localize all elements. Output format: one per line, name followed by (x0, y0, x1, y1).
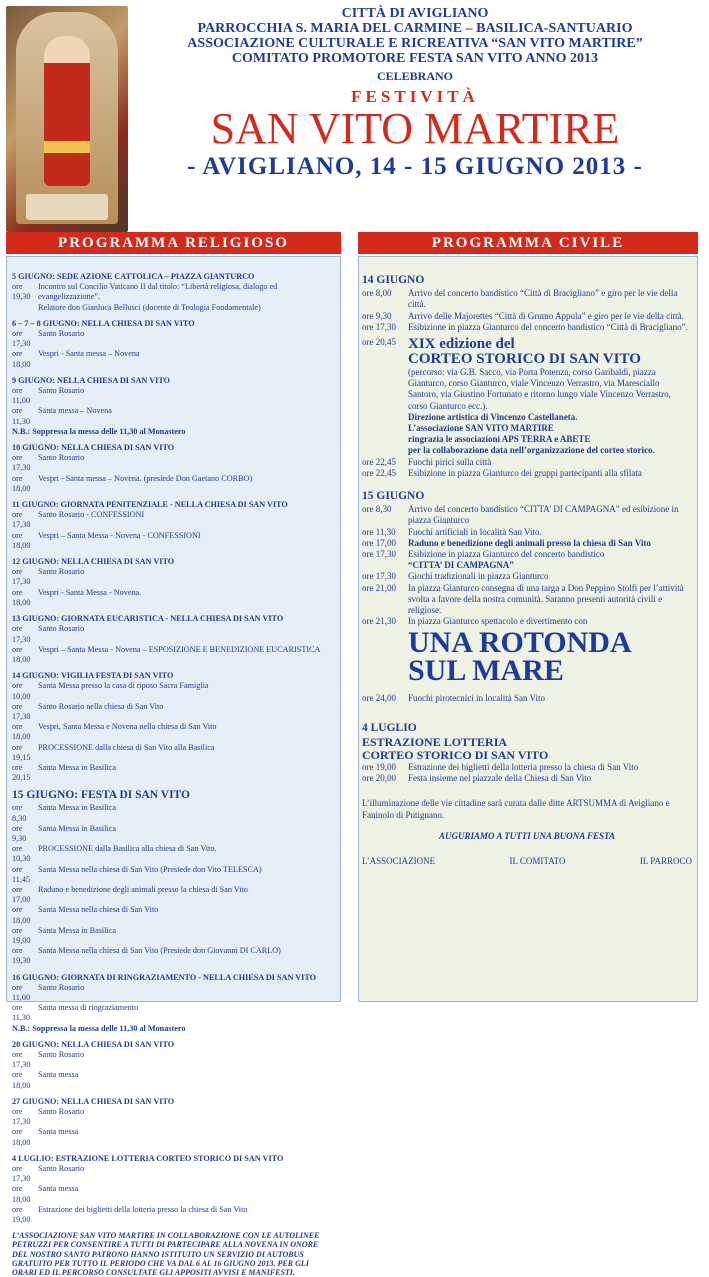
schedule-row (362, 457, 692, 468)
religioso-heading: PROGRAMMA RELIGIOSO (6, 232, 341, 254)
schedule-row (362, 311, 692, 322)
signature-committee: IL COMITATO (509, 855, 566, 866)
schedule-row (362, 527, 692, 538)
event-date: - AVIGLIANO, 14 - 15 GIUGNO 2013 - (187, 153, 643, 180)
religioso-section (12, 973, 334, 1034)
lotteria-title-1: ESTRAZIONE LOTTERIA (362, 734, 508, 749)
time: ore 18,00 (12, 1070, 31, 1090)
corteo-details (408, 337, 692, 457)
time: ore 19,00 (12, 1204, 31, 1225)
description: Santa messa (38, 1070, 79, 1080)
time: ore 21,00 (362, 582, 396, 593)
description: Fuochi pirici sulla città (408, 456, 492, 467)
time: ore 22,45 (362, 467, 396, 478)
show-title-line-1: UNA ROTONDA (408, 626, 632, 660)
signature-parish-priest: IL PARROCO (639, 855, 692, 866)
schedule-row (12, 1003, 334, 1023)
description: Esibizione in piazza Gianturco del concerto bandistico (408, 549, 605, 560)
time: ore 17,30 (12, 624, 31, 644)
schedule-row (12, 645, 334, 665)
religioso-column-header (6, 232, 341, 254)
schedule-row (12, 329, 334, 349)
description: Esibizione in piazza Gianturco del concerto bandistico “Città di Bracigliano”. (408, 321, 688, 332)
religioso-section (12, 500, 334, 551)
time (12, 303, 38, 313)
time: ore 11,30 (362, 526, 396, 537)
show-title-line-2: SUL MARE (408, 654, 564, 688)
schedule-row (12, 681, 334, 701)
time: ore 17,30 (12, 567, 31, 587)
time: ore 18,00 (12, 722, 31, 742)
time: ore 18,00 (12, 1184, 31, 1204)
description: Santa messa (38, 1127, 79, 1137)
time: ore 20,15 (12, 762, 31, 783)
corteo-thanks-2: ringrazia le associazioni APS TERRA e ABETE (408, 434, 591, 445)
corteo-title-2: CORTEO STORICO DI SAN VITO (408, 351, 641, 368)
description: Santa Messa in Basilica (38, 823, 116, 833)
description: Vespri - Santa messa – Novena. (presiede Don Gaetano CORBO) (38, 473, 253, 483)
civile-heading: PROGRAMMA CIVILE (358, 232, 698, 254)
description: Santo Rosario (38, 1050, 85, 1060)
religioso-section (12, 1154, 334, 1225)
schedule-row (12, 743, 334, 763)
section-title: 9 GIUGNO: NELLA CHIESA DI SAN VITO (12, 375, 171, 385)
schedule-row (362, 504, 692, 526)
section-title: 6 – 7 – 8 GIUGNO: NELLA CHIESA DI SAN VITO (12, 318, 195, 328)
time: ore 17,30 (12, 1107, 31, 1127)
header-line-committee: COMITATO PROMOTORE FESTA SAN VITO ANNO 2013 (231, 51, 599, 66)
time: ore 17,30 (12, 701, 31, 721)
schedule-row (12, 803, 334, 823)
day-14-giugno: 14 GIUGNO (362, 274, 425, 286)
time: ore 11,45 (12, 864, 31, 884)
religioso-section (12, 1040, 334, 1091)
time: ore 24,00 (362, 693, 396, 704)
schedule-row (12, 453, 334, 473)
schedule-row (12, 386, 334, 406)
description: Santo Rosario (38, 624, 85, 634)
description: Santo Rosario (38, 453, 85, 463)
header-line-association: ASSOCIAZIONE CULTURALE E RICREATIVA “SAN VITO MARTIRE” (187, 36, 643, 51)
schedule-row (362, 773, 692, 784)
schedule-row (12, 905, 334, 925)
section-title: 14 GIUGNO: VIGILIA FESTA DI SAN VITO (12, 671, 174, 681)
schedule-row (362, 322, 692, 333)
schedule-row (12, 1184, 334, 1204)
page-title: SAN VITO MARTIRE (210, 104, 620, 153)
time: ore 20,45 (362, 337, 396, 348)
description: Raduno e benedizione degli animali presso la chiesa di San Vito (38, 884, 248, 894)
religioso-program (12, 272, 334, 1277)
time: ore 18,00 (12, 587, 31, 607)
time: ore 19,15 (12, 742, 31, 762)
description: Arrivo del concerto bandistico “CITTA’ DI CAMPAGNA” ed esibizione in piazza Gianturco (408, 504, 679, 526)
schedule-row (362, 571, 692, 582)
schedule-row (12, 983, 334, 1003)
civile-column-header (358, 232, 698, 254)
schedule-row (12, 824, 334, 844)
section-title: 15 GIUGNO: FESTA DI SAN VITO (12, 789, 190, 802)
schedule-row (362, 762, 692, 773)
schedule-row (12, 406, 334, 426)
corteo-route: (percorso: via G.B. Sacco, via Porta Potenza, corso Garibaldi, piazza Gianturco, corso Gianturco, viale Vincenzo Verrastro, via Maresciallo Santoro, via Giustino Fortunato e ritorno lungo viale Vincenzo Verrastro, corso Gianturco ecc.). (408, 367, 671, 411)
description: Estrazione dei biglietti della lotteria presso la chiesa di San Vito (408, 761, 639, 772)
time: ore 10,30 (12, 844, 31, 864)
time: ore 17,30 (362, 549, 396, 560)
schedule-row (12, 885, 334, 905)
schedule-row (12, 722, 334, 742)
time: ore 17,30 (12, 1164, 31, 1184)
statue-figure (44, 36, 90, 186)
description: Santo Rosario (38, 567, 85, 577)
statue-base (26, 194, 108, 220)
time: ore 17,30 (12, 510, 31, 530)
description: Santa Messa nella chiesa di San Vito (38, 905, 159, 915)
corteo-thanks-3: per la collaborazione data nell’organizzazione del corteo storico. (408, 445, 655, 456)
time: ore 9,30 (362, 310, 392, 321)
time: ore 22,45 (362, 456, 396, 467)
schedule-row (12, 763, 334, 783)
signature-association: L’ASSOCIAZIONE (362, 855, 436, 866)
time: ore 11,00 (12, 386, 31, 406)
poster-header (130, 6, 700, 181)
section-note: N.B.: Soppressa la messa delle 11,30 al Monastero (12, 1023, 186, 1033)
schedule-row (362, 468, 692, 479)
description: Giochi tradizionali in piazza Gianturco (408, 571, 549, 582)
show-title (362, 626, 692, 688)
day1-rows (362, 288, 692, 333)
section-title: 5 GIUGNO: SEDE AZIONE CATTOLICA – PIAZZA GIANTURCO (12, 272, 255, 281)
corteo-row (362, 337, 692, 457)
description: Santo Rosario - CONFESSIONI (38, 510, 145, 520)
time: ore 18,00 (12, 349, 31, 369)
description: In piazza Gianturco consegna di una targa a Don Peppino Stolfi per l’attività svolta a favore della nostra comunità. Saranno presenti autorità civili e religiose. (408, 582, 684, 616)
time: ore 17,00 (12, 884, 31, 905)
description: Festa insieme nel piazzale della Chiesa di San Vito (408, 773, 592, 784)
schedule-row (12, 1164, 334, 1184)
time: ore 10,00 (12, 681, 31, 701)
description: Santa Messa in Basilica (38, 803, 116, 813)
description: Incontro sul Concilio Vaticano II dal titolo: “Libertà religiosa, dialogo ed evangelizzazione”. (38, 282, 278, 302)
section-title: 20 GIUGNO: NELLA CHIESA DI SAN VITO (12, 1039, 175, 1049)
signatures (362, 856, 692, 867)
schedule-row (12, 702, 334, 722)
header-festivita: FESTIVITÀ (351, 87, 479, 106)
corteo-thanks-1: L’associazione SAN VITO MARTIRE (408, 423, 554, 434)
time: ore 19,00 (12, 925, 31, 945)
religioso-section (12, 443, 334, 494)
header-celebrano: CELEBRANO (376, 69, 453, 83)
illumination-note: L’illuminazione delle vie cittadine sarà curata dalle ditte ARTSUMMA di Avigliano e Faninolo di Putignano. (362, 798, 670, 820)
time: ore 17,30 (362, 571, 396, 582)
schedule-row (12, 1107, 334, 1127)
description: Fuochi pirotecnici in località San Vito (408, 693, 546, 704)
section-title: 4 LUGLIO: ESTRAZIONE LOTTERIA CORTEO STORICO DI SAN VITO (12, 1153, 284, 1163)
day3-rows (362, 762, 692, 784)
religioso-section (12, 671, 334, 783)
time: ore 19,30 (12, 282, 31, 302)
description: In piazza Gianturco spettacolo e divertimento con (408, 616, 588, 627)
description: Vespri - Santa messa – Novena (38, 349, 140, 359)
religioso-section (12, 376, 334, 437)
time: ore 17,30 (12, 453, 31, 473)
time: ore 8,00 (362, 288, 392, 299)
religioso-section (12, 1097, 334, 1148)
time: ore 18,00 (12, 905, 31, 925)
description: Fuochi artificiali in località San Vito. (408, 526, 542, 537)
religioso-section (12, 557, 334, 608)
description: Santa messa (38, 1184, 79, 1194)
schedule-row (362, 549, 692, 560)
time: ore 11,30 (12, 406, 31, 426)
description: Esibizione in piazza Gianturco dei gruppi partecipanti alla sfilata (408, 467, 642, 478)
schedule-row (12, 946, 334, 966)
description: Relatore don Gianluca Bellusci (docente di Teologia Fondamentale) (38, 302, 261, 312)
description: Santo Rosario (38, 329, 85, 339)
description: Santa messa di ringraziamento (38, 1003, 139, 1013)
section-title: 16 GIUGNO: GIORNATA DI RINGRAZIAMENTO - NELLA CHIESA DI SAN VITO (12, 972, 317, 982)
schedule-row (362, 583, 692, 617)
time: ore 18,00 (12, 1127, 31, 1147)
description: Santa Messa nella chiesa di San Vito (Presiede don Vito TELESCA) (38, 864, 262, 874)
time: ore 18,00 (12, 530, 31, 550)
time: ore 11,30 (12, 1003, 31, 1023)
description: Santo Rosario (38, 982, 85, 992)
schedule-row (12, 1127, 334, 1147)
description: Santa Messa presso la casa di riposo Sacra Famiglia (38, 681, 209, 691)
schedule-row (12, 349, 334, 369)
schedule-row (12, 588, 334, 608)
schedule-row (12, 1205, 334, 1225)
schedule-row (362, 288, 692, 310)
section-title: 13 GIUGNO: GIORNATA EUCARISTICA - NELLA CHIESA DI SAN VITO (12, 614, 284, 624)
description: Estrazione dei biglietti della lotteria presso la chiesa di San Vito (38, 1204, 248, 1214)
religioso-section (12, 272, 334, 313)
time: ore 9,30 (12, 823, 27, 843)
time: ore 8,30 (362, 504, 392, 515)
religioso-section (12, 789, 334, 966)
description: Arrivo delle Majorettes “Città di Grumo Appula” e giro per le vie della città. (408, 310, 684, 321)
bus-service-note: L’ASSOCIAZIONE SAN VITO MARTIRE IN COLLABORAZIONE CON LE AUTOLINEE PETRUZZI PER CONSENTIRE A TUTTI DI PARTECIPARE ALLA NOVENA IN ONORE DEL NOSTRO SANTO PATRONO HANNO ISTITUITO UN SERVIZIO DI AUTOBUS GRATUITO PER TUTTO IL PERIODO CHE VA DAL 6 AL 16 GIUGNO 2013. PER GLI ORARI ED IL PERCORSO CONSULTATE GLI APPOSITI AVVISI E MANIFESTI. (12, 1231, 320, 1277)
time: ore 20,00 (362, 773, 396, 784)
religioso-section (12, 319, 334, 370)
schedule-row (12, 624, 334, 644)
schedule-row (362, 560, 692, 571)
description: Vespri – Santa Messa - Novena – ESPOSIZIONE E BENEDIZIONE EUCARISTICA (38, 644, 321, 654)
description: Santa Messa nella chiesa di San Vito (Presiede don Giovanni DI CARLO) (38, 946, 281, 956)
time: ore 19,30 (12, 946, 31, 966)
time: ore 8,30 (12, 803, 27, 823)
day1-rows-late (362, 457, 692, 479)
section-title: 27 GIUGNO: NELLA CHIESA DI SAN VITO (12, 1096, 175, 1106)
schedule-row (12, 510, 334, 530)
section-title: 12 GIUGNO: NELLA CHIESA DI SAN VITO (12, 557, 175, 567)
day2-rows (362, 504, 692, 627)
schedule-row (12, 531, 334, 551)
schedule-row (12, 567, 334, 587)
section-title: 10 GIUGNO: NELLA CHIESA DI SAN VITO (12, 443, 175, 453)
schedule-row (12, 282, 334, 302)
civile-program (362, 272, 692, 867)
description: Arrivo del concerto bandistico “Città di Bracigliano” e giro per le vie della città. (408, 288, 678, 310)
description: Santo Rosario (38, 386, 85, 396)
description: Santa Messa in Basilica (38, 762, 116, 772)
schedule-row (12, 926, 334, 946)
schedule-row (12, 865, 334, 885)
day-4-luglio: 4 LUGLIO (362, 721, 417, 734)
schedule-row (12, 1050, 334, 1070)
religioso-section (12, 614, 334, 665)
time: ore 11,00 (12, 982, 31, 1002)
time: ore 18,00 (12, 644, 31, 664)
description: “CITTA’ DI CAMPAGNA” (408, 560, 514, 571)
header-line-city: CITTÀ DI AVIGLIANO (341, 6, 489, 21)
description: Vespri – Santa Messa - Novena - CONFESSIONI (38, 530, 201, 540)
schedule-row (12, 303, 334, 313)
corteo-title-1: XIX edizione del (408, 336, 515, 353)
description: Raduno e benedizione degli animali presso la chiesa di San Vito (408, 537, 651, 548)
description: Santo Rosario (38, 1164, 85, 1174)
description: Santo Rosario nella chiesa di San Vito (38, 701, 164, 711)
time: ore 18,00 (12, 473, 31, 493)
header-line-parish: PARROCCHIA S. MARIA DEL CARMINE – BASILICA-SANTUARIO (197, 21, 633, 36)
section-title: 11 GIUGNO: GIORNATA PENITENZIALE - NELLA CHIESA DI SAN VITO (12, 500, 288, 510)
time: ore 17,30 (12, 1050, 31, 1070)
time (362, 560, 408, 571)
lotteria-title-2: CORTEO STORICO DI SAN VITO (362, 747, 549, 762)
saint-statue-photo (6, 6, 128, 232)
description: Vespri, Santa Messa e Novena nella chiesa di San Vito (38, 722, 217, 732)
description: PROCESSIONE dalla chiesa di San Vito alla Basilica (38, 742, 215, 752)
description: Santa Messa in Basilica (38, 925, 116, 935)
schedule-row (12, 1070, 334, 1090)
time: ore 17,30 (362, 321, 396, 332)
greeting: AUGURIAMO A TUTTI UNA BUONA FESTA (439, 830, 615, 841)
time: ore 19,00 (362, 761, 396, 772)
description: PROCESSIONE dalla Basilica alla chiesa di San Vito. (38, 844, 217, 854)
day-15-giugno: 15 GIUGNO (362, 490, 425, 503)
section-note: N.B.: Soppressa la messa delle 11,30 al Monastero (12, 426, 186, 436)
schedule-row (12, 844, 334, 864)
schedule-row (12, 474, 334, 494)
schedule-row (362, 538, 692, 549)
description: Santa messa – Novena (38, 406, 112, 416)
time: ore 17,30 (12, 329, 31, 349)
corteo-direction: Direzione artistica di Vincenzo Castellaneta. (408, 411, 578, 422)
description: Vespri - Santa Messa - Novena. (38, 587, 142, 597)
fuochi-row (362, 693, 692, 704)
description: Santo Rosario (38, 1107, 85, 1117)
time: ore 17,00 (362, 537, 396, 548)
time: ore 21,30 (362, 616, 396, 627)
